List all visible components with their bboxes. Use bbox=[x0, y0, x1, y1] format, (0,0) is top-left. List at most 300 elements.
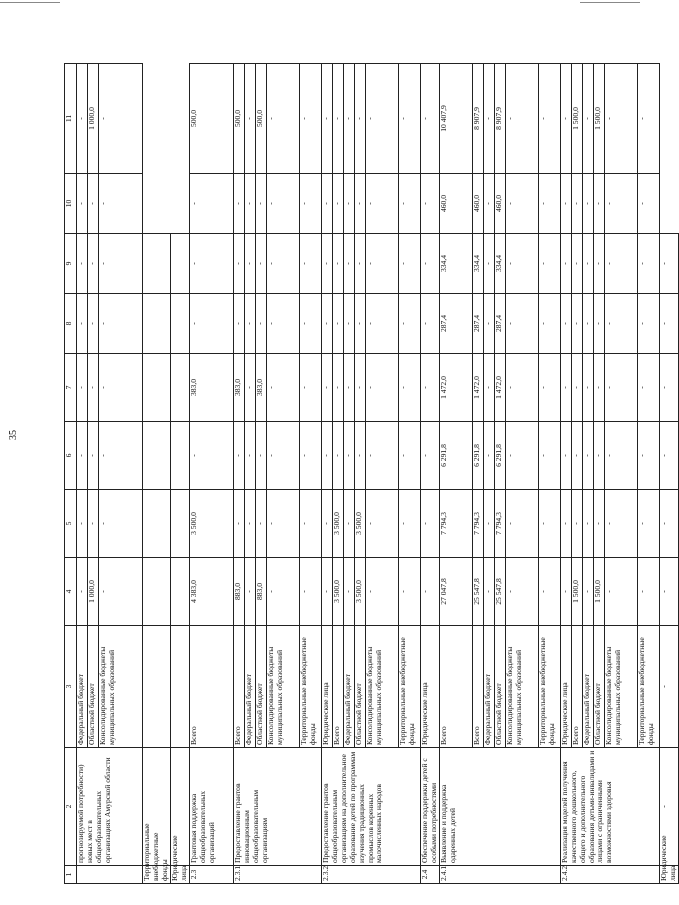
value-cell: - bbox=[255, 294, 266, 354]
funding-source: Территориальные внебюджетные фонды bbox=[143, 866, 171, 884]
value-cell: - bbox=[332, 174, 343, 234]
funding-source: Областной бюджет bbox=[494, 626, 505, 748]
funding-source: Территориальные внебюджетные фонды bbox=[299, 626, 321, 748]
value-cell: - bbox=[604, 558, 637, 626]
value-cell: 1 472,0 bbox=[439, 354, 472, 422]
value-cell: - bbox=[266, 354, 299, 422]
col-header-4: 4 bbox=[65, 558, 77, 626]
value-cell: - bbox=[332, 64, 343, 174]
col-header-8: 8 bbox=[65, 294, 77, 354]
value-cell: - bbox=[604, 354, 637, 422]
funding-source: Областной бюджет bbox=[354, 626, 365, 748]
value-cell: - bbox=[354, 294, 365, 354]
value-cell: - bbox=[255, 174, 266, 234]
value-cell: - bbox=[582, 234, 593, 294]
value-cell: - bbox=[189, 234, 233, 294]
value-cell: - bbox=[505, 490, 538, 558]
value-cell: - bbox=[420, 294, 439, 354]
value-cell: - bbox=[538, 174, 560, 234]
value-cell: - bbox=[420, 558, 439, 626]
value-cell bbox=[170, 422, 189, 490]
funding-source: Федеральный бюджет bbox=[77, 626, 88, 748]
value-cell: - bbox=[637, 354, 659, 422]
value-cell: - bbox=[582, 174, 593, 234]
value-cell bbox=[170, 626, 189, 748]
value-cell: - bbox=[538, 490, 560, 558]
value-cell: - bbox=[321, 490, 332, 558]
value-cell: - bbox=[233, 490, 244, 558]
funding-source: Областной бюджет bbox=[88, 626, 99, 748]
rotated-table-frame bbox=[64, 64, 677, 884]
value-cell: - bbox=[505, 354, 538, 422]
value-cell: - bbox=[77, 234, 88, 294]
value-cell: 8 907,9 bbox=[472, 64, 483, 174]
value-cell: - bbox=[659, 626, 678, 748]
value-cell: - bbox=[343, 354, 354, 422]
value-cell bbox=[170, 558, 189, 626]
funding-source: Областной бюджет bbox=[255, 626, 266, 748]
value-cell: - bbox=[659, 490, 678, 558]
funding-source: Юридические лица bbox=[170, 866, 189, 884]
page-number: 35 bbox=[8, 430, 19, 440]
value-cell bbox=[143, 354, 171, 422]
table-row bbox=[143, 64, 171, 884]
value-cell: - bbox=[244, 294, 255, 354]
value-cell: 460,0 bbox=[494, 174, 505, 234]
value-cell: - bbox=[365, 294, 398, 354]
value-cell: - bbox=[398, 174, 420, 234]
value-cell: 6 291,8 bbox=[472, 422, 483, 490]
value-cell: 1 500,0 bbox=[593, 64, 604, 174]
value-cell: - bbox=[299, 354, 321, 422]
value-cell: - bbox=[299, 294, 321, 354]
value-cell bbox=[143, 558, 171, 626]
funding-source: Юридические лица bbox=[659, 866, 678, 884]
value-cell: - bbox=[266, 294, 299, 354]
col-header-10: 10 bbox=[65, 174, 77, 234]
value-cell: - bbox=[321, 558, 332, 626]
col-header-11: 11 bbox=[65, 64, 77, 174]
value-cell: - bbox=[659, 422, 678, 490]
value-cell: - bbox=[560, 490, 571, 558]
value-cell: - bbox=[420, 422, 439, 490]
value-cell: - bbox=[365, 354, 398, 422]
value-cell: - bbox=[189, 294, 233, 354]
row-number: 2.4.1 bbox=[439, 866, 560, 884]
activity-name: Реализация моделей получения качественного дошкольного, общего и дополнительного образования детьми-инвалидами и лицами с ограниченными возможностями здоровья bbox=[560, 748, 659, 866]
value-cell: - bbox=[332, 422, 343, 490]
value-cell: - bbox=[365, 234, 398, 294]
row-number: 2.3.2 bbox=[321, 866, 420, 884]
value-cell: 3 500,0 bbox=[189, 490, 233, 558]
value-cell: - bbox=[582, 490, 593, 558]
value-cell: 25 547,8 bbox=[494, 558, 505, 626]
value-cell bbox=[170, 490, 189, 558]
value-cell: - bbox=[538, 422, 560, 490]
value-cell: - bbox=[77, 174, 88, 234]
col-header-9: 9 bbox=[65, 234, 77, 294]
value-cell: - bbox=[560, 234, 571, 294]
value-cell: - bbox=[321, 294, 332, 354]
funding-source: Консолидированные бюджеты муниципальных образований bbox=[266, 626, 299, 748]
value-cell: - bbox=[420, 490, 439, 558]
value-cell: 3 500,0 bbox=[354, 558, 365, 626]
value-cell: 460,0 bbox=[472, 174, 483, 234]
funding-source: Территориальные внебюджетные фонды bbox=[398, 626, 420, 748]
funding-source: Всего bbox=[189, 626, 233, 748]
value-cell: - bbox=[659, 354, 678, 422]
value-cell: 334,4 bbox=[439, 234, 472, 294]
budget-table bbox=[64, 63, 679, 884]
value-cell: - bbox=[77, 354, 88, 422]
value-cell: 287,4 bbox=[439, 294, 472, 354]
value-cell bbox=[143, 234, 171, 294]
value-cell: 10 407,9 bbox=[439, 64, 472, 174]
value-cell: 1 500,0 bbox=[571, 64, 582, 174]
value-cell: - bbox=[505, 558, 538, 626]
value-cell: 287,4 bbox=[494, 294, 505, 354]
value-cell: - bbox=[233, 174, 244, 234]
value-cell: - bbox=[255, 490, 266, 558]
value-cell: - bbox=[560, 294, 571, 354]
table-row bbox=[439, 64, 472, 884]
value-cell: - bbox=[266, 490, 299, 558]
value-cell: - bbox=[604, 174, 637, 234]
funding-source: Всего bbox=[472, 626, 483, 748]
funding-source: Федеральный бюджет bbox=[244, 626, 255, 748]
value-cell: - bbox=[233, 294, 244, 354]
value-cell: - bbox=[420, 234, 439, 294]
value-cell: 3 500,0 bbox=[332, 558, 343, 626]
activity-name: Выявление и поддержка одаренных детей bbox=[439, 748, 560, 866]
value-cell: - bbox=[420, 174, 439, 234]
value-cell: - bbox=[398, 354, 420, 422]
value-cell: - bbox=[604, 234, 637, 294]
value-cell: - bbox=[604, 490, 637, 558]
value-cell: 287,4 bbox=[472, 294, 483, 354]
value-cell: - bbox=[354, 422, 365, 490]
value-cell: - bbox=[571, 490, 582, 558]
value-cell: - bbox=[244, 422, 255, 490]
value-cell: - bbox=[321, 174, 332, 234]
funding-source: Консолидированные бюджеты муниципальных образований bbox=[99, 626, 143, 748]
value-cell: 334,4 bbox=[494, 234, 505, 294]
activity-name: Грантовая поддержка общеобразовательных организаций bbox=[189, 748, 233, 866]
activity-name: Обеспечение поддержки детей с особыми потребностями bbox=[420, 748, 439, 866]
value-cell: - bbox=[398, 490, 420, 558]
col-header-7: 7 bbox=[65, 354, 77, 422]
funding-source: Консолидированные бюджеты муниципальных образований bbox=[505, 626, 538, 748]
value-cell: 6 291,8 bbox=[494, 422, 505, 490]
value-cell: - bbox=[560, 64, 571, 174]
value-cell: 500,0 bbox=[233, 64, 244, 174]
value-cell: - bbox=[582, 354, 593, 422]
value-cell: - bbox=[365, 558, 398, 626]
value-cell: 383,0 bbox=[189, 354, 233, 422]
value-cell: - bbox=[505, 422, 538, 490]
value-cell: - bbox=[343, 234, 354, 294]
value-cell: - bbox=[99, 64, 143, 174]
value-cell bbox=[143, 490, 171, 558]
value-cell: - bbox=[593, 490, 604, 558]
funding-source: Территориальные внебюджетные фонды bbox=[637, 626, 659, 748]
value-cell: - bbox=[571, 354, 582, 422]
value-cell: - bbox=[99, 234, 143, 294]
table-row bbox=[420, 64, 439, 884]
value-cell: - bbox=[538, 558, 560, 626]
value-cell: - bbox=[538, 354, 560, 422]
value-cell: - bbox=[77, 490, 88, 558]
value-cell: - bbox=[659, 234, 678, 294]
value-cell: - bbox=[365, 422, 398, 490]
value-cell: - bbox=[299, 422, 321, 490]
value-cell: - bbox=[483, 234, 494, 294]
table-row bbox=[560, 64, 571, 884]
table-row bbox=[659, 64, 678, 884]
value-cell: - bbox=[593, 174, 604, 234]
value-cell: - bbox=[99, 294, 143, 354]
col-header-5: 5 bbox=[65, 490, 77, 558]
value-cell: - bbox=[343, 64, 354, 174]
scan-edge-right bbox=[580, 2, 640, 3]
value-cell: - bbox=[398, 234, 420, 294]
value-cell: 500,0 bbox=[189, 64, 233, 174]
value-cell: - bbox=[343, 422, 354, 490]
value-cell: - bbox=[398, 294, 420, 354]
funding-source: Территориальные внебюджетные фонды bbox=[538, 626, 560, 748]
value-cell: - bbox=[582, 558, 593, 626]
funding-source: Федеральный бюджет bbox=[343, 626, 354, 748]
value-cell: - bbox=[77, 294, 88, 354]
value-cell: - bbox=[77, 64, 88, 174]
funding-source: Всего bbox=[571, 626, 582, 748]
value-cell: 27 047,8 bbox=[439, 558, 472, 626]
value-cell: - bbox=[99, 354, 143, 422]
value-cell: - bbox=[637, 558, 659, 626]
value-cell: - bbox=[77, 558, 88, 626]
col-header-3: 3 bbox=[65, 626, 77, 748]
value-cell: - bbox=[659, 748, 678, 866]
value-cell: - bbox=[398, 558, 420, 626]
row-number: 2.3.1 bbox=[233, 866, 321, 884]
funding-source: Юридические лица bbox=[321, 626, 332, 748]
value-cell: - bbox=[77, 422, 88, 490]
value-cell: 7 794,3 bbox=[472, 490, 483, 558]
value-cell: - bbox=[354, 354, 365, 422]
value-cell: - bbox=[244, 490, 255, 558]
value-cell: - bbox=[505, 294, 538, 354]
value-cell: 1 472,0 bbox=[494, 354, 505, 422]
activity-name: Предоставление грантов инновационным общеобразовательным организациям bbox=[233, 748, 321, 866]
value-cell: - bbox=[420, 64, 439, 174]
value-cell: - bbox=[637, 422, 659, 490]
value-cell: - bbox=[637, 234, 659, 294]
value-cell: - bbox=[365, 64, 398, 174]
value-cell: - bbox=[560, 174, 571, 234]
value-cell bbox=[170, 354, 189, 422]
value-cell: 1 000,0 bbox=[88, 64, 99, 174]
value-cell: - bbox=[538, 294, 560, 354]
value-cell: - bbox=[538, 64, 560, 174]
value-cell: 1 500,0 bbox=[593, 558, 604, 626]
value-cell: - bbox=[189, 422, 233, 490]
funding-source: Консолидированные бюджеты муниципальных образований bbox=[365, 626, 398, 748]
funding-source: Юридические лица bbox=[560, 626, 571, 748]
value-cell: 500,0 bbox=[255, 64, 266, 174]
table-body bbox=[77, 64, 679, 884]
value-cell: - bbox=[637, 174, 659, 234]
value-cell: - bbox=[604, 294, 637, 354]
col-header-2: 2 bbox=[65, 748, 77, 866]
funding-source: Всего bbox=[332, 626, 343, 748]
value-cell: - bbox=[233, 422, 244, 490]
table-row bbox=[170, 64, 189, 884]
funding-source: Федеральный бюджет bbox=[582, 626, 593, 748]
value-cell: - bbox=[244, 558, 255, 626]
value-cell: - bbox=[332, 354, 343, 422]
value-cell: - bbox=[505, 64, 538, 174]
value-cell: - bbox=[332, 234, 343, 294]
value-cell: 383,0 bbox=[255, 354, 266, 422]
value-cell: - bbox=[398, 422, 420, 490]
value-cell: - bbox=[343, 558, 354, 626]
value-cell: - bbox=[593, 422, 604, 490]
value-cell: - bbox=[321, 234, 332, 294]
value-cell: - bbox=[365, 490, 398, 558]
table-row bbox=[189, 64, 233, 884]
value-cell: - bbox=[343, 174, 354, 234]
activity-name: прогнозируемой потребности) новых мест в общеобразовательных организациях Амурской области bbox=[77, 748, 143, 866]
value-cell: - bbox=[560, 558, 571, 626]
value-cell: - bbox=[266, 174, 299, 234]
funding-source: Всего bbox=[233, 626, 244, 748]
row-number bbox=[77, 866, 143, 884]
value-cell: - bbox=[582, 64, 593, 174]
value-cell: 3 500,0 bbox=[354, 490, 365, 558]
value-cell: - bbox=[99, 422, 143, 490]
value-cell: - bbox=[266, 422, 299, 490]
value-cell: 6 291,8 bbox=[439, 422, 472, 490]
value-cell: 883,0 bbox=[233, 558, 244, 626]
value-cell bbox=[170, 234, 189, 294]
scan-edge-left bbox=[0, 2, 60, 3]
value-cell: - bbox=[299, 64, 321, 174]
funding-source: Областной бюджет bbox=[593, 626, 604, 748]
value-cell: - bbox=[321, 422, 332, 490]
value-cell: - bbox=[538, 234, 560, 294]
value-cell: - bbox=[244, 174, 255, 234]
value-cell: 7 794,3 bbox=[494, 490, 505, 558]
value-cell: - bbox=[321, 354, 332, 422]
value-cell: - bbox=[604, 422, 637, 490]
value-cell: - bbox=[483, 294, 494, 354]
value-cell: - bbox=[659, 294, 678, 354]
value-cell bbox=[143, 626, 171, 748]
value-cell: 1 000,0 bbox=[88, 558, 99, 626]
value-cell: - bbox=[483, 558, 494, 626]
col-header-6: 6 bbox=[65, 422, 77, 490]
row-number: 2.3 bbox=[189, 866, 233, 884]
header-row bbox=[65, 64, 77, 884]
value-cell: - bbox=[99, 174, 143, 234]
col-header-1: 1 bbox=[65, 866, 77, 884]
value-cell: - bbox=[483, 490, 494, 558]
value-cell: - bbox=[582, 294, 593, 354]
value-cell: - bbox=[637, 490, 659, 558]
table-row bbox=[77, 64, 88, 884]
value-cell: - bbox=[88, 354, 99, 422]
value-cell: 460,0 bbox=[439, 174, 472, 234]
value-cell: - bbox=[244, 354, 255, 422]
value-cell: - bbox=[99, 558, 143, 626]
funding-source: Всего bbox=[439, 626, 472, 748]
value-cell: - bbox=[483, 354, 494, 422]
value-cell: - bbox=[420, 354, 439, 422]
value-cell: - bbox=[505, 174, 538, 234]
value-cell: - bbox=[189, 174, 233, 234]
value-cell bbox=[143, 294, 171, 354]
value-cell: - bbox=[483, 174, 494, 234]
value-cell: - bbox=[560, 354, 571, 422]
funding-source: Юридические лица bbox=[420, 626, 439, 748]
value-cell: - bbox=[233, 234, 244, 294]
value-cell: 1 472,0 bbox=[472, 354, 483, 422]
value-cell: 4 383,0 bbox=[189, 558, 233, 626]
value-cell: - bbox=[483, 64, 494, 174]
value-cell: - bbox=[88, 294, 99, 354]
value-cell: - bbox=[299, 174, 321, 234]
value-cell bbox=[143, 422, 171, 490]
value-cell: 383,0 bbox=[233, 354, 244, 422]
value-cell: - bbox=[299, 234, 321, 294]
value-cell: - bbox=[365, 174, 398, 234]
value-cell: - bbox=[637, 64, 659, 174]
value-cell: - bbox=[560, 422, 571, 490]
value-cell: - bbox=[244, 64, 255, 174]
table-row bbox=[233, 64, 244, 884]
value-cell: - bbox=[299, 490, 321, 558]
funding-source: Федеральный бюджет bbox=[483, 626, 494, 748]
value-cell: - bbox=[255, 234, 266, 294]
value-cell: - bbox=[88, 174, 99, 234]
value-cell: - bbox=[604, 64, 637, 174]
value-cell bbox=[170, 294, 189, 354]
value-cell: 334,4 bbox=[472, 234, 483, 294]
value-cell: - bbox=[571, 294, 582, 354]
value-cell: - bbox=[505, 234, 538, 294]
value-cell: - bbox=[354, 234, 365, 294]
value-cell: 3 500,0 bbox=[332, 490, 343, 558]
value-cell: - bbox=[99, 490, 143, 558]
value-cell: - bbox=[398, 64, 420, 174]
value-cell: - bbox=[659, 558, 678, 626]
value-cell: - bbox=[88, 490, 99, 558]
value-cell: - bbox=[354, 174, 365, 234]
value-cell: - bbox=[321, 64, 332, 174]
value-cell: 883,0 bbox=[255, 558, 266, 626]
row-number: 2.4.2 bbox=[560, 866, 659, 884]
value-cell: - bbox=[593, 234, 604, 294]
value-cell: - bbox=[332, 294, 343, 354]
row-number: 2.4 bbox=[420, 866, 439, 884]
value-cell: - bbox=[483, 422, 494, 490]
value-cell: 7 794,3 bbox=[439, 490, 472, 558]
activity-name: Предоставление грантов общеобразовательным организациям на дополнительное образование детей по программам изучения традиционных промыслов коренных малочисленных народов bbox=[321, 748, 420, 866]
value-cell: - bbox=[571, 234, 582, 294]
value-cell: - bbox=[255, 422, 266, 490]
value-cell: - bbox=[582, 422, 593, 490]
table-row bbox=[321, 64, 332, 884]
